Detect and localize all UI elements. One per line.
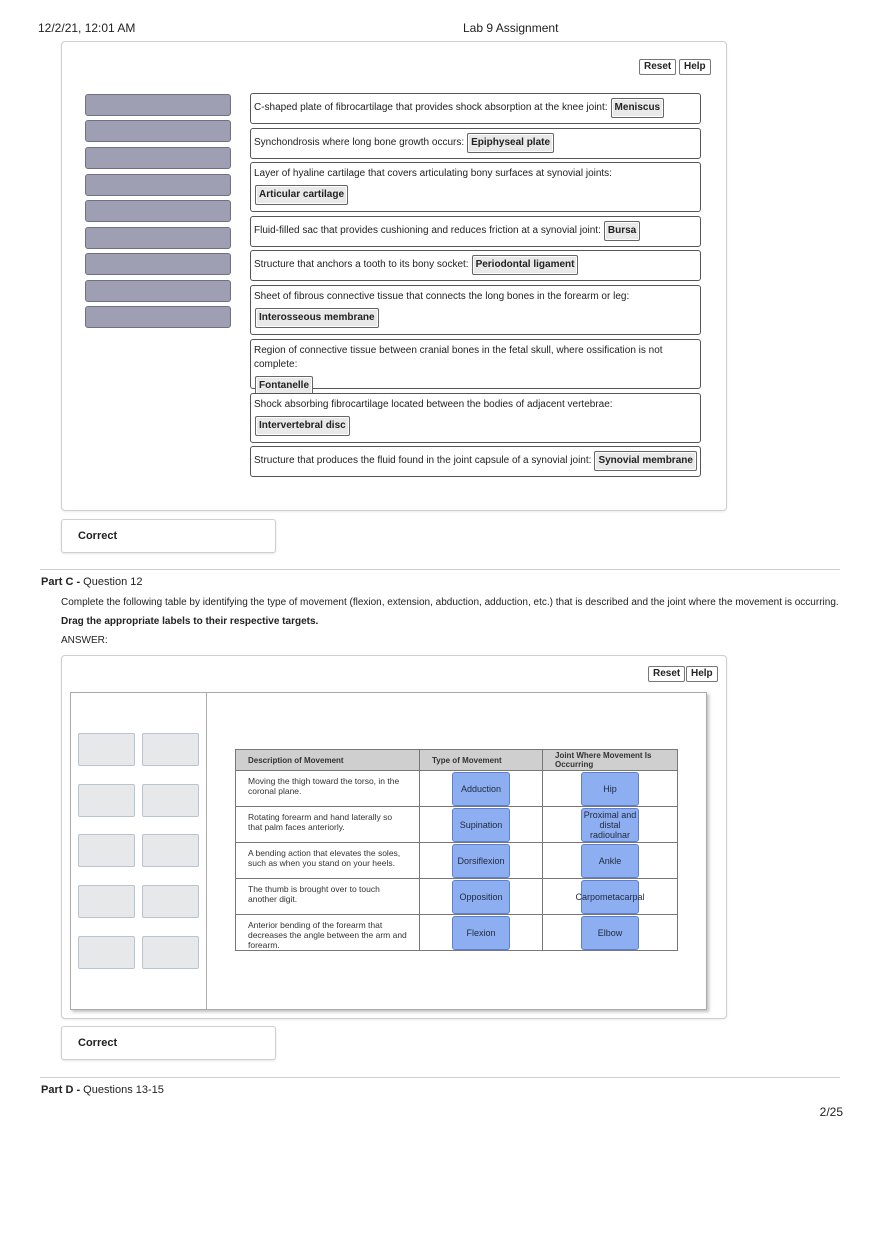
placed-label[interactable]: Carpometacarpal [581, 880, 639, 914]
table-header-row [236, 750, 678, 771]
empty-label-slot[interactable] [78, 834, 135, 867]
movement-description: Moving the thigh toward the torso, in the coronal plane. [236, 771, 420, 807]
part-c-question: Question 12 [80, 576, 143, 588]
type-drop-target[interactable] [420, 807, 543, 843]
drop-target[interactable] [250, 339, 701, 389]
empty-label-slot[interactable] [85, 120, 231, 142]
table-row [236, 879, 678, 915]
drop-target[interactable] [250, 216, 701, 247]
placed-label[interactable]: Elbow [581, 916, 639, 950]
target-description: Shock absorbing fibrocartilage located between the bodies of adjacent vertebrae: [254, 399, 613, 410]
type-drop-target[interactable] [420, 879, 543, 915]
placed-label[interactable]: Opposition [452, 880, 510, 914]
target-description: Structure that anchors a tooth to its bony socket: [254, 259, 469, 270]
empty-label-slot[interactable] [78, 784, 135, 817]
header-description: Description of Movement [236, 750, 420, 771]
divider [40, 569, 840, 570]
drop-target[interactable] [250, 250, 701, 281]
empty-label-slot[interactable] [78, 733, 135, 766]
target-description: Structure that produces the fluid found in the joint capsule of a synovial joint: [254, 455, 592, 466]
part-c-label: Part C - [41, 576, 81, 588]
placed-label[interactable]: Dorsiflexion [452, 844, 510, 878]
print-title: Lab 9 Assignment [463, 21, 559, 35]
answer-label: ANSWER: [61, 635, 108, 646]
empty-label-slot[interactable] [85, 147, 231, 169]
placed-label[interactable]: Articular cartilage [255, 185, 348, 205]
placed-label[interactable]: Interosseous membrane [255, 308, 379, 328]
part-d-title [41, 1084, 164, 1096]
table-row [236, 843, 678, 879]
empty-label-slot[interactable] [142, 784, 199, 817]
movement-description: Anterior bending of the forearm that decreases the angle between the arm and forearm. [236, 915, 420, 951]
target-description: Region of connective tissue between cranial bones in the fetal skull, where ossification is not complete: [254, 345, 663, 370]
joint-drop-target[interactable] [543, 771, 678, 807]
placed-label[interactable]: Epiphyseal plate [467, 133, 554, 153]
joint-drop-target[interactable] [543, 843, 678, 879]
empty-label-slot[interactable] [142, 885, 199, 918]
divider [40, 1077, 840, 1078]
placed-label[interactable]: Proximal and distal radioulnar [581, 808, 639, 842]
empty-label-slot[interactable] [85, 174, 231, 196]
header-joint: Joint Where Movement Is Occurring [543, 750, 678, 771]
table-row [236, 771, 678, 807]
empty-label-slot[interactable] [85, 94, 231, 116]
empty-label-slot[interactable] [85, 280, 231, 302]
part-d-label: Part D - [41, 1084, 81, 1096]
drag-instruction: Drag the appropriate labels to their respective targets. [61, 616, 319, 627]
type-drop-target[interactable] [420, 771, 543, 807]
reset-button[interactable]: Reset [648, 666, 685, 682]
table-row [236, 915, 678, 951]
placed-label[interactable]: Periodontal ligament [472, 255, 579, 275]
part-d-questions: Questions 13-15 [80, 1084, 164, 1096]
empty-label-slot[interactable] [142, 733, 199, 766]
area-divider [206, 692, 207, 1010]
placed-label[interactable]: Meniscus [611, 98, 665, 118]
drop-target[interactable] [250, 446, 701, 477]
empty-label-slot[interactable] [78, 936, 135, 969]
target-description: Fluid-filled sac that provides cushioning and reduces friction at a synovial joint: [254, 225, 601, 236]
target-description: Synchondrosis where long bone growth occurs: [254, 137, 465, 148]
reset-button[interactable]: Reset [639, 59, 676, 75]
type-drop-target[interactable] [420, 843, 543, 879]
placed-label[interactable]: Supination [452, 808, 510, 842]
empty-label-slot[interactable] [142, 936, 199, 969]
drop-target[interactable] [250, 285, 701, 335]
placed-label[interactable]: Flexion [452, 916, 510, 950]
help-button[interactable]: Help [679, 59, 711, 75]
movement-description: A bending action that elevates the soles, such as when you stand on your heels. [236, 843, 420, 879]
placed-label[interactable]: Bursa [604, 221, 640, 241]
drop-target[interactable] [250, 393, 701, 443]
target-description: Layer of hyaline cartilage that covers articulating bony surfaces at synovial joints: [254, 168, 612, 179]
movement-description: The thumb is brought over to touch another digit. [236, 879, 420, 915]
part-c-title [41, 576, 143, 588]
placed-label[interactable]: Intervertebral disc [255, 416, 350, 436]
empty-label-slot[interactable] [142, 834, 199, 867]
placed-label[interactable]: Ankle [581, 844, 639, 878]
placed-label[interactable]: Hip [581, 772, 639, 806]
feedback-correct: Correct [61, 519, 276, 553]
drop-target[interactable] [250, 162, 701, 212]
target-description: C-shaped plate of fibrocartilage that provides shock absorption at the knee joint: [254, 102, 608, 113]
placed-label[interactable]: Fontanelle [255, 376, 313, 396]
joint-drop-target[interactable] [543, 915, 678, 951]
print-datetime: 12/2/21, 12:01 AM [38, 21, 136, 35]
table-row [236, 807, 678, 843]
drop-target[interactable] [250, 128, 701, 159]
page-number: 2/25 [819, 1105, 843, 1119]
empty-label-slot[interactable] [85, 253, 231, 275]
empty-label-slot[interactable] [85, 200, 231, 222]
help-button[interactable]: Help [686, 666, 718, 682]
target-description: Sheet of fibrous connective tissue that connects the long bones in the forearm or leg: [254, 291, 630, 302]
placed-label[interactable]: Synovial membrane [594, 451, 696, 471]
type-drop-target[interactable] [420, 915, 543, 951]
empty-label-slot[interactable] [78, 885, 135, 918]
placed-label[interactable]: Adduction [452, 772, 510, 806]
movement-table [235, 749, 678, 951]
feedback-correct: Correct [61, 1026, 276, 1060]
part-c-instructions: Complete the following table by identifying the type of movement (flexion, extension, abduction, adduction, etc.) that is described and the joint where the movement is occurring. [61, 597, 839, 608]
movement-description: Rotating forearm and hand laterally so that palm faces anteriorly. [236, 807, 420, 843]
header-type: Type of Movement [420, 750, 543, 771]
empty-label-slot[interactable] [85, 306, 231, 328]
empty-label-slot[interactable] [85, 227, 231, 249]
joint-drop-target[interactable] [543, 879, 678, 915]
joint-drop-target[interactable] [543, 807, 678, 843]
drop-target[interactable] [250, 93, 701, 124]
